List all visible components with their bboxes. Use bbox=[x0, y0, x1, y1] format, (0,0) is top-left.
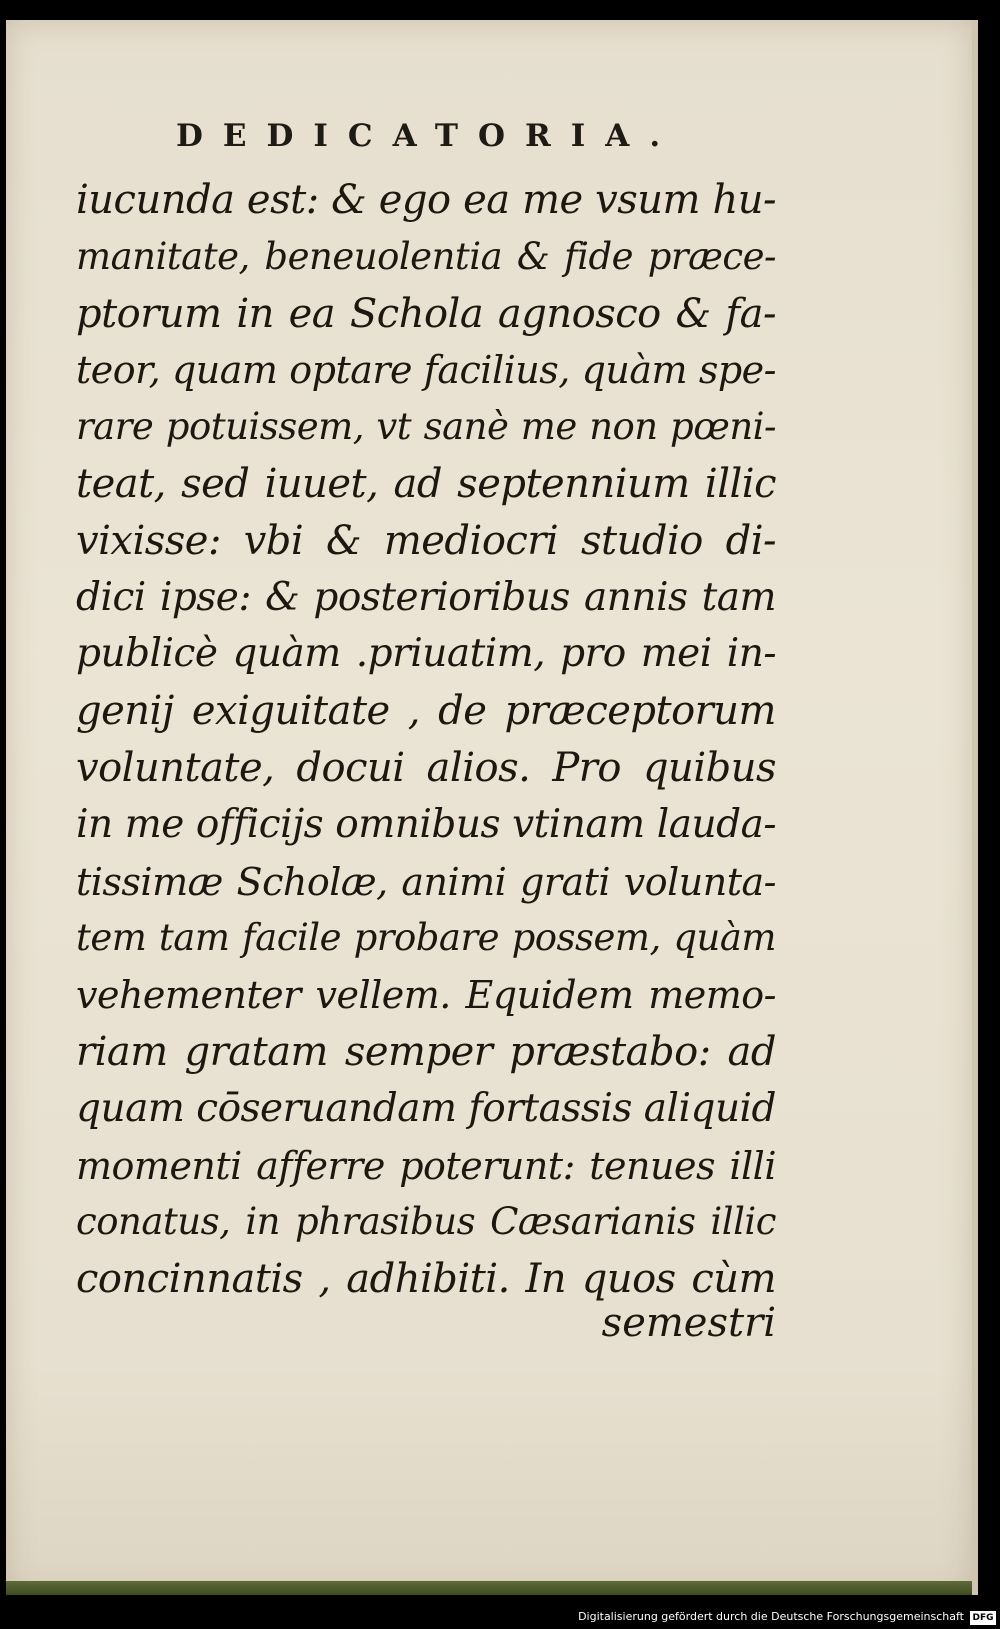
text-line: publicè quàm .priuatim, pro mei in- bbox=[76, 631, 776, 677]
text-line: in me officijs omnibus vtinam lauda- bbox=[76, 801, 776, 847]
dfg-logo-icon: DFG bbox=[970, 1611, 996, 1625]
text-line: quam cōseruandam fortassis aliquid bbox=[76, 1085, 776, 1131]
text-block bbox=[76, 172, 776, 1308]
text-line: concinnatis , adhibiti. In quos cùm bbox=[76, 1256, 776, 1303]
text-line: tissimæ Scholæ, animi grati volunta- bbox=[76, 859, 776, 904]
catchword: semestri bbox=[601, 1300, 776, 1346]
text-line: vixisse: vbi & mediocri studio di- bbox=[76, 517, 776, 564]
text-line: iucunda est: & ego ea me vsum hu- bbox=[76, 177, 776, 223]
text-line: manitate, beneuolentia & fide præce- bbox=[76, 234, 776, 278]
footer-credit: Digitalisierung gefördert durch die Deutsche Forschungsgemeinschaft bbox=[578, 1610, 964, 1623]
page-bottom-edge bbox=[6, 1581, 972, 1595]
text-line: vehementer vellem. Equidem memo- bbox=[76, 973, 776, 1018]
text-line: dici ipse: & posterioribus annis tam bbox=[76, 574, 776, 620]
text-line: conatus, in phrasibus Cæsarianis illic bbox=[76, 1200, 776, 1244]
text-line: teat, sed iuuet, ad septennium illic bbox=[76, 460, 776, 507]
text-line: voluntate, docui alios. Pro quibus bbox=[76, 744, 776, 791]
text-line: rare potuissem, vt sanè me non pœni- bbox=[76, 405, 776, 449]
text-line: genij exiguitate , de præceptorum bbox=[76, 688, 776, 735]
text-line: riam gratam semper præstabo: ad bbox=[76, 1028, 776, 1075]
text-line: momenti afferre poterunt: tenues illi bbox=[76, 1143, 776, 1188]
text-line: tem tam facile probare possem, quàm bbox=[76, 916, 776, 960]
running-head: DEDICATORIA. bbox=[176, 118, 681, 154]
text-line: ptorum in ea Schola agnosco & fa- bbox=[76, 290, 776, 337]
text-line: teor, quam optare facilius, quàm spe- bbox=[76, 348, 776, 393]
book-page bbox=[6, 20, 978, 1595]
